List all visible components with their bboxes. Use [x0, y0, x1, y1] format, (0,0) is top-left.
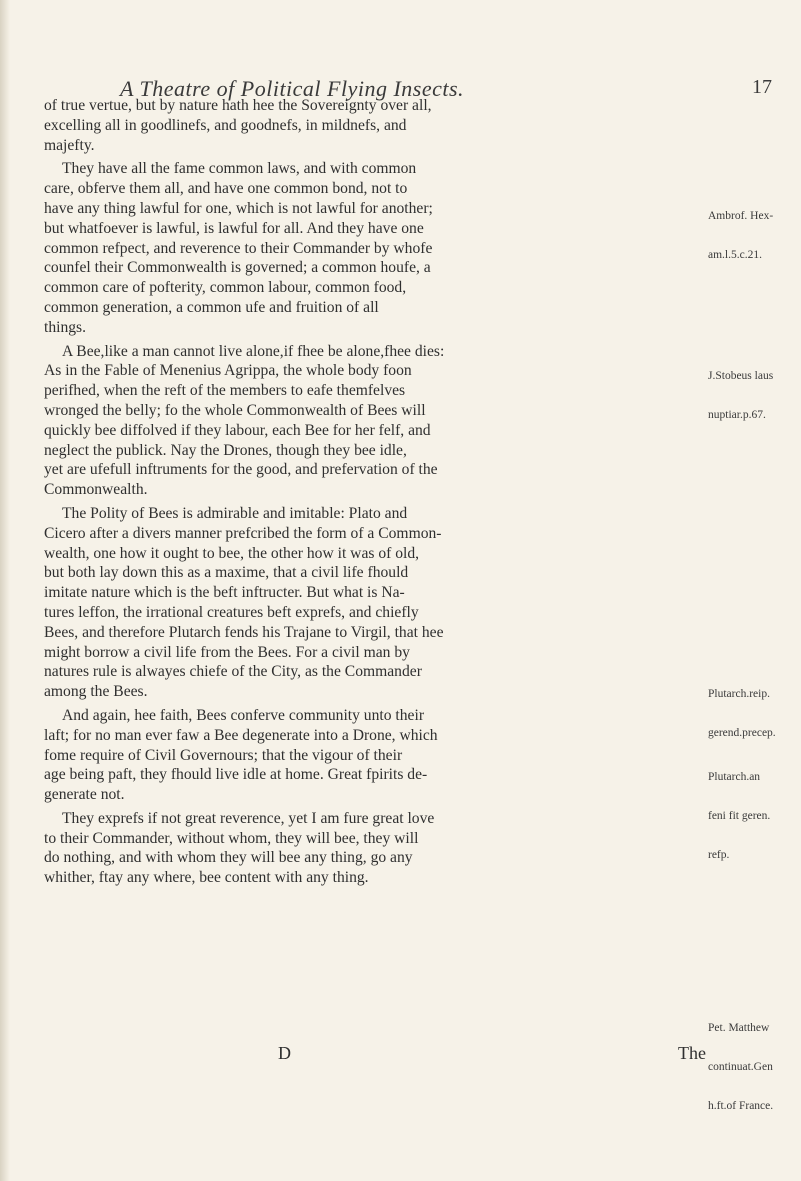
text-line: laft; for no man ever faw a Bee degenerate into a Drone, which — [44, 726, 438, 744]
text-line: wealth, one how it ought to bee, the other how it was of old, — [44, 544, 420, 562]
text-line: fome require of Civil Governours; that the vigour of their — [44, 746, 403, 764]
text-line: have any thing lawful for one, which is not lawful for another; — [44, 199, 433, 217]
marginal-note-plutarch-reip: Plutarch.reip. gerend.precep. — [708, 688, 776, 739]
text-line: tures leffon, the irrational creatures beft exprefs, and chiefly — [44, 603, 419, 621]
text-line: to their Commander, without whom, they will bee, they will — [44, 829, 419, 847]
text-line: majefty. — [44, 136, 95, 154]
text-line: Cicero after a divers manner prefcribed the form of a Common- — [44, 524, 442, 542]
marginal-note-matthew: Pet. Matthew continuat.Gen h.ft.of France. — [708, 1022, 774, 1112]
text-line: neglect the publick. Nay the Drones, though they bee idle, — [44, 441, 407, 459]
text-line: but both lay down this as a maxime, that a civil life fhould — [44, 564, 409, 582]
text-line: natures rule is alwayes chiefe of the City, as the Commander — [44, 663, 422, 681]
marginal-note-ambrose: Ambrof. Hex- am.l.5.c.21. — [708, 210, 774, 261]
marginal-note-stobeus: J.Stobeus laus nuptiar.p.67. — [708, 370, 774, 421]
text-line: perifhed, when the reft of the members to eafe themfelves — [44, 382, 406, 400]
body-text — [44, 96, 704, 888]
running-head: A Theatre of Political Flying Insects. — [120, 76, 465, 101]
text-line: yet are ufefull inftruments for the good, and prefervation of the — [44, 461, 438, 479]
text-line: A Bee,like a man cannot live alone,if fhee be alone,fhee dies: — [62, 342, 445, 360]
text-line: common refpect, and reverence to their Commander by whofe — [44, 239, 433, 257]
text-line: of true vertue, but by nature hath hee the Sovereignty over all, — [44, 97, 432, 114]
marginal-note-plutarch-an: Plutarch.an feni fit geren. refp. — [708, 771, 771, 861]
text-line: do nothing, and with whom they will bee any thing, go any — [44, 849, 413, 867]
text-line: excelling all in goodlinefs, and goodnefs, in mildnefs, and — [44, 116, 407, 134]
signature-mark: D — [278, 1043, 291, 1063]
catchword: The — [678, 1043, 706, 1063]
text-line: As in the Fable of Menenius Agrippa, the whole body foon — [44, 362, 412, 380]
text-line: common generation, a common ufe and fruition of all — [44, 298, 379, 316]
text-line: might borrow a civil life from the Bees. For a civil man by — [44, 643, 410, 661]
text-line: They exprefs if not great reverence, yet I am fure great love — [62, 809, 435, 827]
text-line: And again, hee faith, Bees conferve community unto their — [62, 706, 425, 724]
page-gutter-shadow — [0, 0, 10, 1181]
text-line: care, obferve them all, and have one common bond, not to — [44, 180, 408, 198]
text-line: whither, ftay any where, bee content with any thing. — [44, 869, 369, 887]
text-line: Commonwealth. — [44, 481, 148, 499]
text-line: wronged the belly; fo the whole Commonwealth of Bees will — [44, 401, 426, 419]
text-line: They have all the fame common laws, and with common — [62, 160, 417, 178]
text-line: The Polity of Bees is admirable and imitable: Plato and — [62, 504, 408, 522]
text-line: age being paft, they fhould live idle at home. Great fpirits de- — [44, 766, 428, 784]
text-line: but whatfoever is lawful, is lawful for all. And they have one — [44, 219, 424, 237]
text-line: generate not. — [44, 786, 125, 804]
text-line: imitate nature which is the beft inftructer. But what is Na- — [44, 584, 405, 602]
text-line: Bees, and therefore Plutarch fends his Trajane to Virgil, that hee — [44, 623, 444, 641]
text-line: common care of pofterity, common labour, common food, — [44, 279, 407, 297]
page-number: 17 — [752, 76, 772, 98]
text-line: counfel their Commonwealth is governed; a common houfe, a — [44, 259, 431, 277]
text-line: things. — [44, 318, 87, 336]
text-line: quickly bee diffolved if they labour, each Bee for her felf, and — [44, 421, 431, 439]
text-line: among the Bees. — [44, 683, 148, 701]
